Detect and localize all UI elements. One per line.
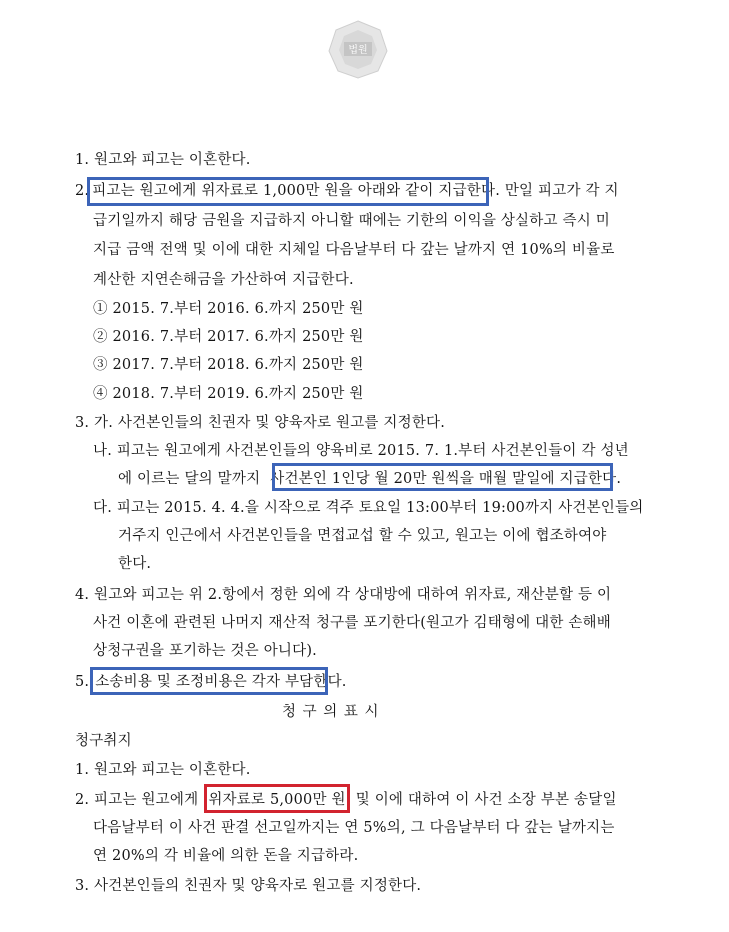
- claim-item-2-pre: 2. 피고는 원고에게: [75, 792, 199, 808]
- order-item-2-line-3: 지급 금액 전액 및 이에 대한 지체일 다음날부터 다 갚는 날까지 연 10%의 비율로: [93, 242, 615, 258]
- order-item-2-rest: 한다. 만일 피고가 각 지: [466, 183, 619, 199]
- installment-2: ② 2016. 7.부터 2017. 6.까지 250만 원: [93, 329, 364, 345]
- order-item-5: [75, 672, 347, 692]
- order-item-3-da-line-1: 다. 피고는 2015. 4. 4.을 시작으로 격주 토요일 13:00부터 19:00까지 사건본인들의: [93, 500, 644, 516]
- seal-text: 법원: [348, 45, 368, 56]
- order-item-3-na-highlight-text: 사건본인 1인당 월 20만 원씩을 매월 말일에 지급: [270, 471, 588, 487]
- order-item-3-na-line-2-post: 한다.: [587, 471, 622, 487]
- order-item-2-line-1: [75, 181, 619, 201]
- claim-item-2-line-3: 연 20%의 각 비율에 의한 돈을 지급하라.: [93, 848, 359, 864]
- order-item-3-da-line-2: 거주지 인근에서 사건본인들을 면접교섭 할 수 있고, 원고는 이에 협조하여야: [118, 528, 607, 544]
- order-item-4-line-3: 상청구권을 포기하는 것은 아니다).: [93, 643, 317, 659]
- claim-item-3: 3. 사건본인들의 친권자 및 양육자로 원고를 지정한다.: [75, 878, 422, 894]
- order-item-5-highlight-text: 소송비용 및 조정비용은 각자 부담: [95, 674, 314, 690]
- order-item-2-number: 2.: [75, 183, 90, 199]
- order-item-3-da-line-3: 한다.: [118, 556, 152, 572]
- order-item-2-highlight-text: 피고는 원고에게 위자료로 1,000만 원을 아래와 같이 지급: [92, 183, 467, 199]
- order-item-1: 1. 원고와 피고는 이혼한다.: [75, 152, 251, 168]
- claim-item-1: 1. 원고와 피고는 이혼한다.: [75, 762, 251, 778]
- order-item-4-line-1: 4. 원고와 피고는 위 2.항에서 정한 외에 각 상대방에 대하여 위자료, 재산분할 등 이: [75, 587, 612, 603]
- claim-item-2-post: 및 이에 대하여 이 사건 소장 부본 송달일: [355, 792, 617, 808]
- claim-item-2-line-2: 다음날부터 이 사건 판결 선고일까지는 연 5%의, 그 다음날부터 다 갚는 날까지는: [93, 820, 615, 836]
- claim-subheading: 청구취지: [75, 733, 132, 749]
- order-item-3-na-line-2-pre: 에 이르는 달의 말까지: [118, 471, 261, 487]
- order-item-5-rest: 한다.: [313, 674, 347, 690]
- order-item-4-line-2: 사건 이혼에 관련된 나머지 재산적 청구를 포기한다(원고가 김태형에 대한 손해배: [93, 615, 611, 631]
- claim-item-2-line-1: [75, 790, 617, 810]
- order-item-2-line-4: 계산한 지연손해금을 가산하여 지급한다.: [93, 272, 354, 288]
- court-seal-icon: [327, 18, 389, 80]
- installment-1: ① 2015. 7.부터 2016. 6.까지 250만 원: [93, 301, 364, 317]
- order-item-3-na-line-1: 나. 피고는 원고에게 사건본인들의 양육비로 2015. 7. 1.부터 사건본인들이 각 성년: [93, 443, 629, 459]
- installment-4: ④ 2018. 7.부터 2019. 6.까지 250만 원: [93, 386, 364, 402]
- claim-item-2-highlight-text: 위자료로 5,000만 원: [208, 792, 346, 808]
- order-item-2-line-2: 급기일까지 해당 금원을 지급하지 아니할 때에는 기한의 이익을 상실하고 즉시 미: [93, 213, 610, 229]
- claim-heading: 청 구 의 표 시: [282, 704, 380, 720]
- order-item-5-number: 5.: [75, 674, 90, 690]
- order-item-3-na-line-2: [118, 469, 621, 489]
- order-item-3-ga: 3. 가. 사건본인들의 친권자 및 양육자로 원고를 지정한다.: [75, 415, 446, 431]
- installment-3: ③ 2017. 7.부터 2018. 6.까지 250만 원: [93, 357, 364, 373]
